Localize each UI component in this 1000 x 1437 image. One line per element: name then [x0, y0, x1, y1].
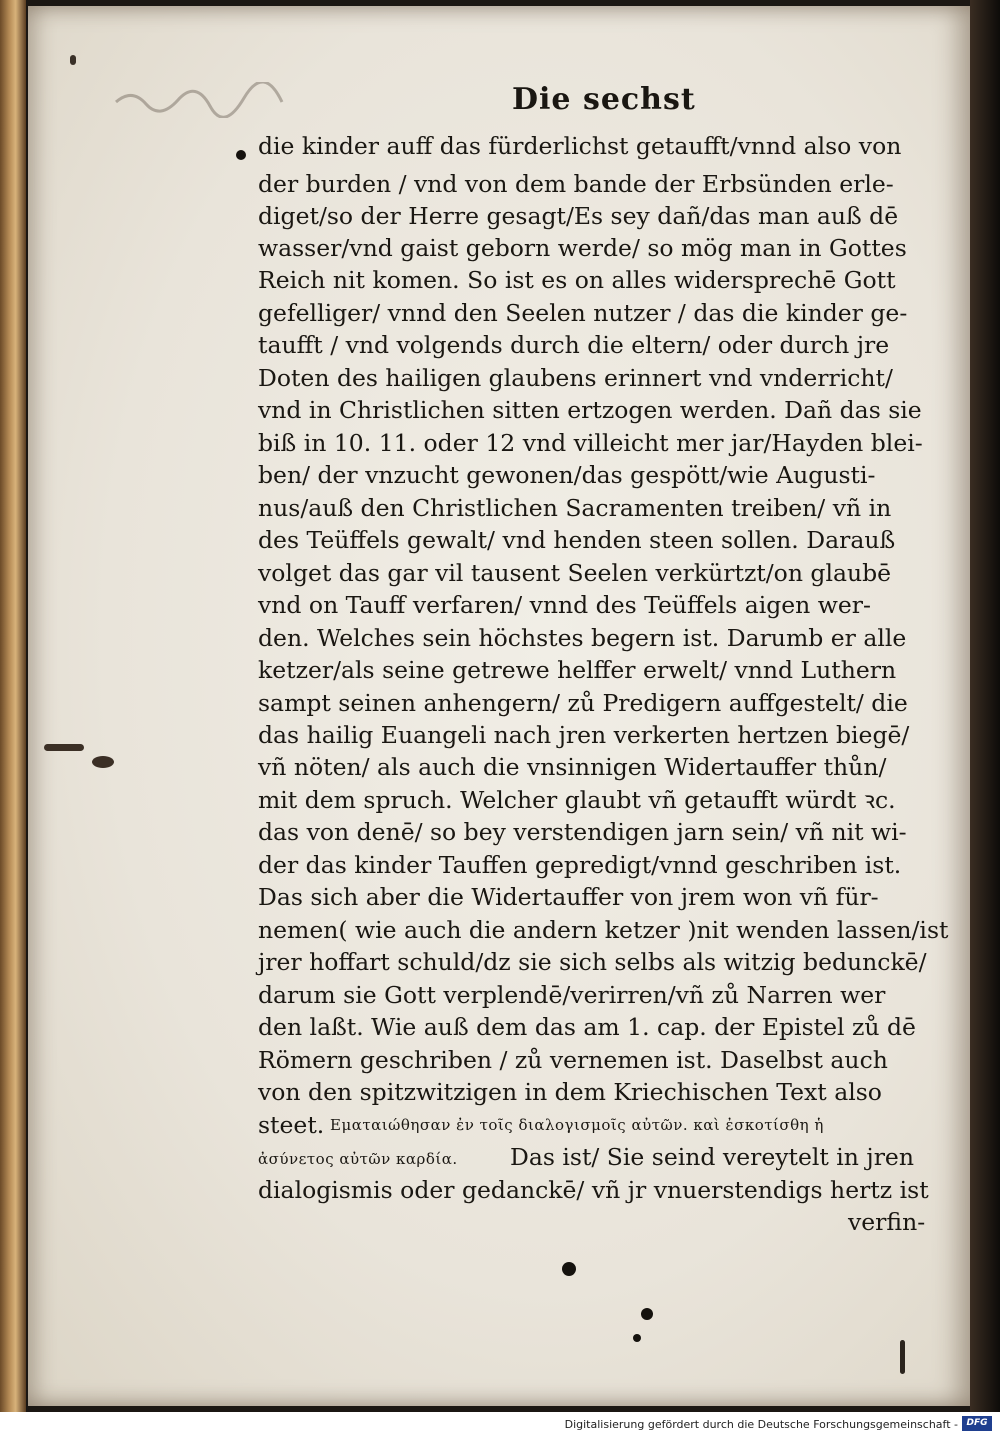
text-line: sampt seinen anhengern/ zů Predigern auffgestelt/ die [258, 689, 908, 717]
text-line: gefelliger/ vnnd den Seelen nutzer / das die kinder ge- [258, 299, 908, 327]
text-line: von den spitzwitzigen in dem Kriechischen Text also [258, 1078, 882, 1106]
scan-background-shadow [970, 0, 1000, 1412]
text-line: diget/so der Herre gesagt/Es sey dañ/das man auß dē [258, 202, 899, 230]
text-line: den laßt. Wie auß dem das am 1. cap. der Epistel zů dē [258, 1013, 916, 1041]
text-line: nemen( wie auch die andern ketzer )nit wenden lassen/ist [258, 916, 949, 944]
ink-dot-top-left [70, 55, 76, 65]
text-line: darum sie Gott verplendē/verirren/vñ zů Narren wer [258, 981, 886, 1009]
catchword: verfin- [848, 1208, 926, 1236]
text-line: der burden / vnd von dem bande der Erbsünden erle- [258, 170, 894, 198]
digitization-footer [0, 1412, 1000, 1437]
text-line: der das kinder Tauffen gepredigt/vnnd geschriben ist. [258, 851, 902, 879]
text-line: ketzer/als seine getrewe helffer erwelt/ vnnd Luthern [258, 656, 897, 684]
ink-dot-bottom-3 [633, 1334, 641, 1342]
text-line: Römern geschriben / zů vernemen ist. Daselbst auch [258, 1046, 888, 1074]
text-line: mit dem spruch. Welcher glaubt vñ getaufft würdt ꝛc. [258, 786, 896, 814]
text-line: ben/ der vnzucht gewonen/das gespött/wie Augusti- [258, 461, 876, 489]
text-line: dialogismis oder gedanckē/ vñ jr vnuerstendigs hertz ist [258, 1176, 929, 1204]
ink-dot-bottom-1 [562, 1262, 576, 1276]
text-line: den. Welches sein höchstes begern ist. Darumb er alle [258, 624, 907, 652]
text-line: taufft / vnd volgends durch die eltern/ oder durch jre [258, 331, 890, 359]
ink-blot-left [92, 756, 114, 768]
ink-stroke-bottom-right [900, 1340, 905, 1374]
text-line: vñ nöten/ als auch die vnsinnigen Widertauffer thůn/ [258, 753, 887, 781]
text-line: Das sich aber die Widertauffer von jrem won vñ für- [258, 883, 879, 911]
text-line: vnd in Christlichen sitten ertzogen werden. Dañ das sie [258, 396, 922, 424]
text-line: Das ist/ Sie seind vereytelt in jren [510, 1143, 914, 1171]
text-line: Doten des hailigen glaubens erinnert vnd vnderricht/ [258, 364, 893, 392]
text-line: die kinder auff das fürderlichst getaufft/vnnd also von [258, 132, 902, 160]
ink-dot-line-marker [236, 150, 246, 160]
page-heading: Die sechst [512, 82, 696, 117]
funding-credit: Digitalisierung gefördert durch die Deutsche Forschungsgemeinschaft - [564, 1418, 958, 1431]
greek-quotation: Εματαιώθησαν ἐν τοῖς διαλογισμοῖς αὐτῶν. καὶ ἐσκοτίσθη ἡ [330, 1116, 824, 1134]
text-line: volget das gar vil tausent Seelen verkürtzt/on glaubē [258, 559, 892, 587]
text-line: des Teüffels gewalt/ vnd henden steen sollen. Darauß [258, 526, 896, 554]
text-line: das hailig Euangeli nach jren verkerten hertzen biegē/ [258, 721, 910, 749]
text-line: vnd on Tauff verfaren/ vnnd des Teüffels aigen wer- [258, 591, 871, 619]
text-line: Reich nit komen. So ist es on alles widersprechē Gott [258, 266, 896, 294]
text-line: wasser/vnd gaist geborn werde/ so mög man in Gottes [258, 234, 907, 262]
pencil-scribble [112, 82, 287, 118]
book-binding-edge [0, 0, 26, 1412]
ink-dot-bottom-2 [641, 1308, 653, 1320]
text-line: nus/auß den Christlichen Sacramenten treiben/ vñ in [258, 494, 892, 522]
ink-smudge-left [44, 744, 84, 751]
text-line: biß in 10. 11. oder 12 vnd villeicht mer jar/Hayden blei- [258, 429, 923, 457]
greek-quotation-continued: ἀσύνετος αὐτῶν καρδία. [258, 1150, 458, 1168]
text-line: steet. [258, 1111, 325, 1139]
dfg-logo-icon: DFG [962, 1416, 992, 1431]
text-line: das von denē/ so bey verstendigen jarn sein/ vñ nit wi- [258, 818, 907, 846]
text-line: jrer hoffart schuld/dz sie sich selbs als witzig bedunckē/ [258, 948, 927, 976]
